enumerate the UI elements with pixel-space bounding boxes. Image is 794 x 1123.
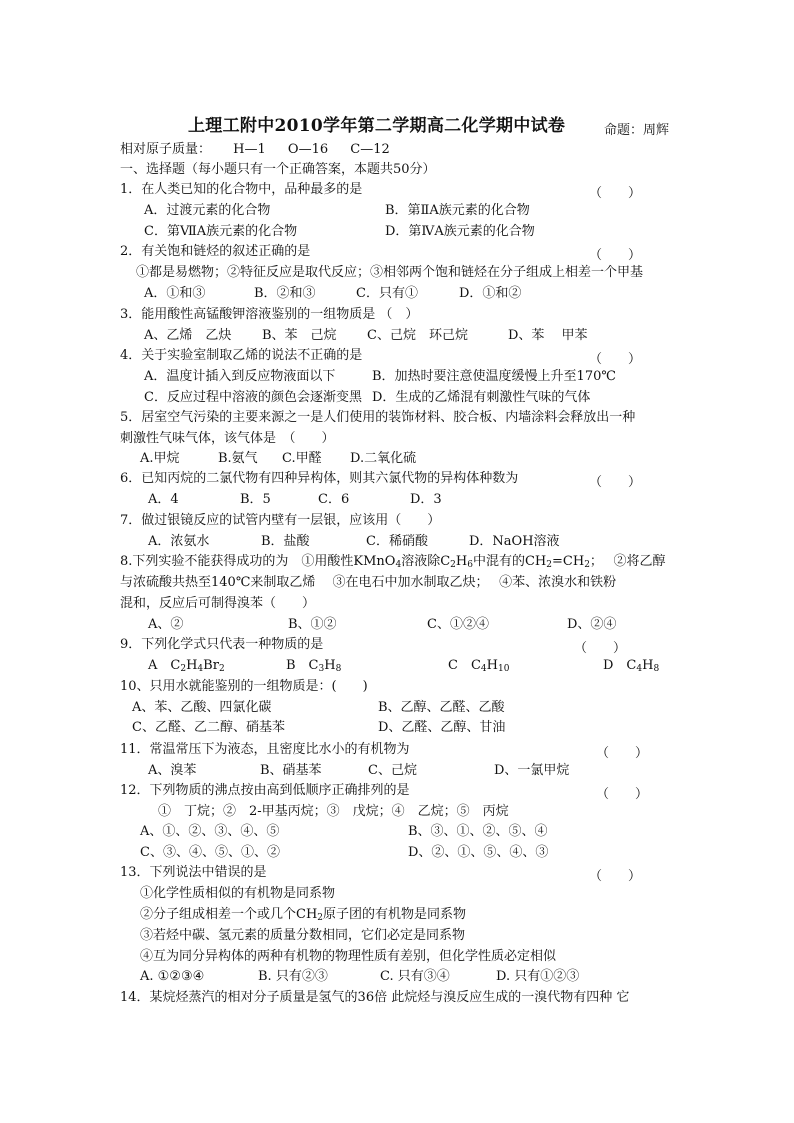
q1-option-c: C．第ⅦA族元素的化合物 xyxy=(144,224,298,239)
q2-stem: 2．有关饱和链烃的叙述正确的是 xyxy=(120,244,311,259)
q6-option-a: A．4 xyxy=(148,492,179,507)
q12-answer-paren: （ ） xyxy=(596,787,649,802)
q2-option-c: C．只有① xyxy=(356,286,418,301)
q1-option-d: D．第ⅣA族元素的化合物 xyxy=(385,224,535,239)
section-heading: 一、选择题（每小题只有一个正确答案，本题共50分） xyxy=(120,162,436,177)
q4-option-d: D．生成的乙烯混有刺激性气味的气体 xyxy=(372,390,591,405)
q6-option-b: B．5 xyxy=(240,492,271,507)
q1-option-b: B．第ⅡA族元素的化合物 xyxy=(385,203,530,218)
q9-option-c: C $C_4H_{10}$ xyxy=(448,658,510,674)
q6-option-c: C．6 xyxy=(318,492,350,507)
q5-stem-line2: 刺激性气味气体，该气体是 （ ） xyxy=(120,431,335,446)
q8-stem-line1: 8.下列实验不能获得成功的为 ①用酸性KMnO$_4$溶液除$C_2H_6$中混有的$CH_2=CH_2$； ②将乙醇 xyxy=(120,554,666,570)
q10-option-a: A、苯、乙酸、四氯化碳 xyxy=(132,700,272,715)
q9-option-d: D $C_4H_8$ xyxy=(603,658,660,674)
q8-option-d: D、②④ xyxy=(567,617,617,632)
q1-answer-paren: （ ） xyxy=(589,186,642,201)
q9-answer-paren: （ ） xyxy=(574,641,627,656)
q2-statements: ①都是易燃物；②特征反应是取代反应；③相邻两个饱和链烃在分子组成上相差一个甲基 xyxy=(136,265,644,280)
atomic-mass-h: H—1 xyxy=(233,142,266,157)
atomic-mass-line xyxy=(120,138,408,157)
q10-option-d: D、乙醛、乙醇、甘油 xyxy=(378,720,506,735)
q1-stem: 1．在人类已知的化合物中，品种最多的是 xyxy=(120,182,363,197)
q4-option-c: C．反应过程中溶液的颜色会逐渐变黑 xyxy=(144,390,362,405)
q12-option-a: A、①、②、③、④、⑤ xyxy=(140,824,280,839)
q9-stem: 9．下列化学式只代表一种物质的是 xyxy=(120,637,324,652)
q7-option-c: C．稀硝酸 xyxy=(366,534,428,549)
q11-option-d: D、一氯甲烷 xyxy=(494,763,570,778)
q5-stem-line1: 5．居室空气污染的主要来源之一是人们使用的装饰材料、胶合板、内墙涂料会释放出一种 xyxy=(120,410,636,425)
q8-stem-line2: 与浓硫酸共热至140℃来制取乙烯 ③在电石中加水制取乙炔； ④苯、浓溴水和铁粉 xyxy=(120,575,617,590)
q3-option-b: B、苯 己烷 xyxy=(262,328,337,343)
q5-option-b: B.氨气 xyxy=(218,451,258,466)
q2-option-a: A．①和③ xyxy=(144,286,206,301)
q13-statement-1: ①化学性质相似的有机物是同系物 xyxy=(140,886,336,901)
q3-option-d: D、苯 甲苯 xyxy=(508,328,588,343)
q14-stem-line1: 14．某烷烃蒸汽的相对分子质量是氢气的36倍 此烷烃与溴反应生成的一溴代物有四种 它 xyxy=(120,990,630,1005)
q7-option-d: D．NaOH溶液 xyxy=(469,534,560,549)
q9-option-a: A $C_2H_4Br_2$ xyxy=(148,658,225,674)
exam-title: 上理工附中2010学年第二学期高二化学期中试卷 xyxy=(188,116,566,136)
q13-stem: 13．下列说法中错误的是 xyxy=(120,865,267,880)
q12-items: ① 丁烷；② 2-甲基丙烷；③ 戊烷；④ 乙烷；⑤ 丙烷 xyxy=(158,804,509,819)
q7-option-a: A．浓氨水 xyxy=(148,534,210,549)
q13-statement-3: ③若烃中碳、氢元素的质量分数相同，它们必定是同系物 xyxy=(140,928,466,943)
q4-option-b: B．加热时要注意使温度缓慢上升至170℃ xyxy=(372,369,616,384)
q10-stem: 10、只用水就能鉴别的一组物质是：( ) xyxy=(120,679,368,694)
q11-option-c: C、己烷 xyxy=(368,763,417,778)
q6-stem: 6．已知丙烷的二氯代物有四种异构体，则其六氯代物的异构体种数为 xyxy=(120,471,519,486)
q5-option-a: A.甲烷 xyxy=(140,451,180,466)
q13-option-c: C. 只有③④ xyxy=(380,969,450,984)
q8-stem-line3: 混和，反应后可制得溴苯（ ） xyxy=(120,596,316,611)
q5-option-d: D.二氧化硫 xyxy=(350,451,417,466)
atomic-mass-c: C—12 xyxy=(350,142,390,157)
q2-answer-paren: （ ） xyxy=(589,248,642,263)
q11-stem: 11．常温常压下为液态，且密度比水小的有机物为 xyxy=(120,742,410,757)
q12-option-d: D、②、①、⑤、④、③ xyxy=(408,845,549,860)
q12-option-c: C、③、④、⑤、①、② xyxy=(140,845,280,860)
q13-answer-paren: （ ） xyxy=(589,869,642,884)
q4-stem: 4．关于实验室制取乙烯的说法不正确的是 xyxy=(120,348,363,363)
q8-option-c: C、①②④ xyxy=(427,617,489,632)
q13-option-a: A. ①②③④ xyxy=(140,969,205,984)
q5-option-c: C.甲醛 xyxy=(282,451,322,466)
exam-author: 命题：周辉 xyxy=(604,123,670,138)
q13-option-b: B. 只有②③ xyxy=(258,969,328,984)
q4-option-a: A．温度计插入到反应物液面以下 xyxy=(144,369,336,384)
q11-option-a: A、溴苯 xyxy=(148,763,197,778)
q11-option-b: B、硝基苯 xyxy=(260,763,322,778)
q13-statement-4: ④互为同分异构体的两种有机物的物理性质有差别，但化学性质必定相似 xyxy=(140,949,557,964)
atomic-mass-label: 相对原子质量： xyxy=(120,142,212,157)
q12-stem: 12．下列物质的沸点按由高到低顺序正确排列的是 xyxy=(120,783,410,798)
q8-option-b: B、①② xyxy=(288,617,337,632)
atomic-mass-o: O—16 xyxy=(287,142,329,157)
q13-option-d: D. 只有①②③ xyxy=(496,969,580,984)
q9-option-b: B $C_3H_8$ xyxy=(286,658,342,674)
q2-option-b: B．②和③ xyxy=(254,286,316,301)
q12-option-b: B、③、①、②、⑤、④ xyxy=(408,824,548,839)
q4-answer-paren: （ ） xyxy=(589,352,642,367)
q8-option-a: A、② xyxy=(148,617,184,632)
q11-answer-paren: （ ） xyxy=(596,746,649,761)
q2-option-d: D．①和② xyxy=(459,286,522,301)
q10-option-c: C、乙醛、乙二醇、硝基苯 xyxy=(132,720,285,735)
q1-option-a: A．过渡元素的化合物 xyxy=(144,203,271,218)
q13-statement-2: ②分子组成相差一个或几个$CH_2$原子团的有机物是同系物 xyxy=(140,907,467,923)
q6-option-d: D．3 xyxy=(410,492,442,507)
q7-option-b: B．盐酸 xyxy=(261,534,310,549)
q10-option-b: B、乙醇、乙醛、乙酸 xyxy=(378,700,505,715)
q7-stem: 7．做过银镜反应的试管内壁有一层银，应该用（ ） xyxy=(120,513,441,528)
q6-answer-paren: （ ） xyxy=(589,475,642,490)
q3-option-a: A、乙烯 乙炔 xyxy=(144,328,232,343)
q3-stem: 3．能用酸性高锰酸钾溶液鉴别的一组物质是 （ ） xyxy=(120,307,419,322)
q3-option-c: C、己烷 环己烷 xyxy=(367,328,468,343)
